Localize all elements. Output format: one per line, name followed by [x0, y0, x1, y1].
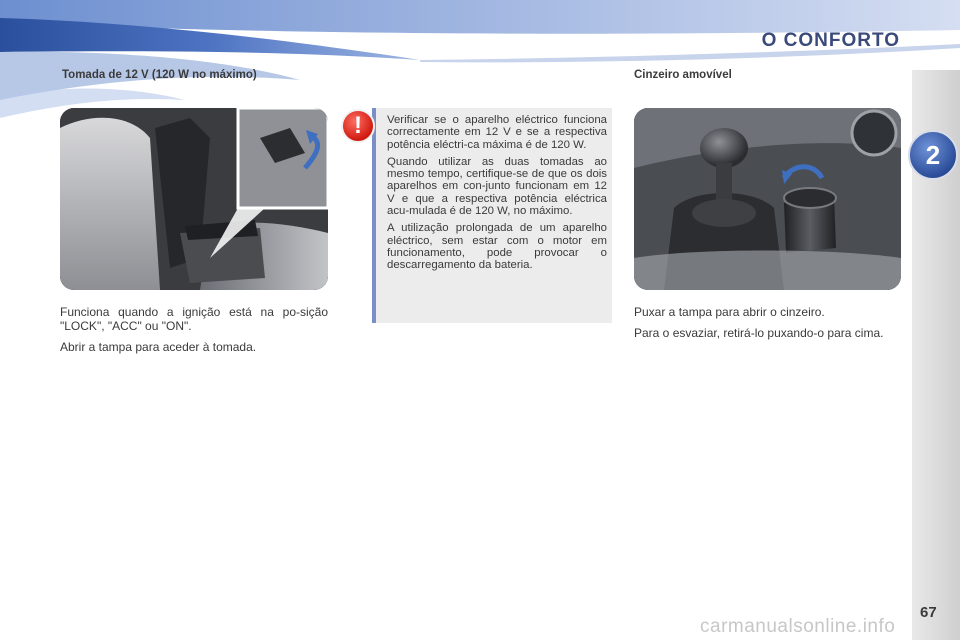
ashtray-heading: Cinzeiro amovível — [634, 69, 732, 81]
ashtray-paragraph-1: Puxar a tampa para abrir o cinzeiro. — [634, 305, 825, 319]
watermark: carmanualsonline.info — [700, 616, 896, 637]
chapter-number: 2 — [925, 139, 941, 170]
warning-paragraph-2: Quando utilizar as duas tomadas ao mesmo tempo, certifique-se de que os dois aparelhos em con-junto funcionam em 12 V e que a respectiva potência eléctrica acu-mulada é de 120 W, no máximo. — [387, 155, 607, 218]
socket-paragraph-1: Funciona quando a ignição está na po-sição "LOCK", "ACC" ou "ON". — [60, 305, 328, 333]
warning-text — [387, 114, 607, 277]
socket-description — [60, 305, 328, 361]
chapter-tab[interactable] — [908, 130, 958, 180]
socket-heading: Tomada de 12 V (120 W no máximo) — [62, 69, 257, 81]
ashtray-description — [634, 305, 901, 347]
page-title: O CONFORTO — [761, 30, 900, 51]
warning-paragraph-1: Verificar se o aparelho eléctrico funciona correctamente em 12 V e se a respectiva potência eléctri-ca máxima é de 120 W. — [387, 114, 607, 151]
ashtray-paragraph-2: Para o esvaziar, retirá-lo puxando-o para cima. — [634, 326, 884, 340]
ashtray-photo — [634, 108, 901, 290]
socket-photo — [60, 108, 328, 290]
warning-paragraph-3: A utilização prolongada de um aparelho eléctrico, sem estar com o motor em funcionamento, pode provocar o descarregamento da bateria. — [387, 222, 607, 272]
page-number: 67 — [920, 604, 937, 621]
socket-paragraph-2: Abrir a tampa para aceder à tomada. — [60, 340, 257, 354]
exclamation-icon: ! — [341, 109, 375, 143]
